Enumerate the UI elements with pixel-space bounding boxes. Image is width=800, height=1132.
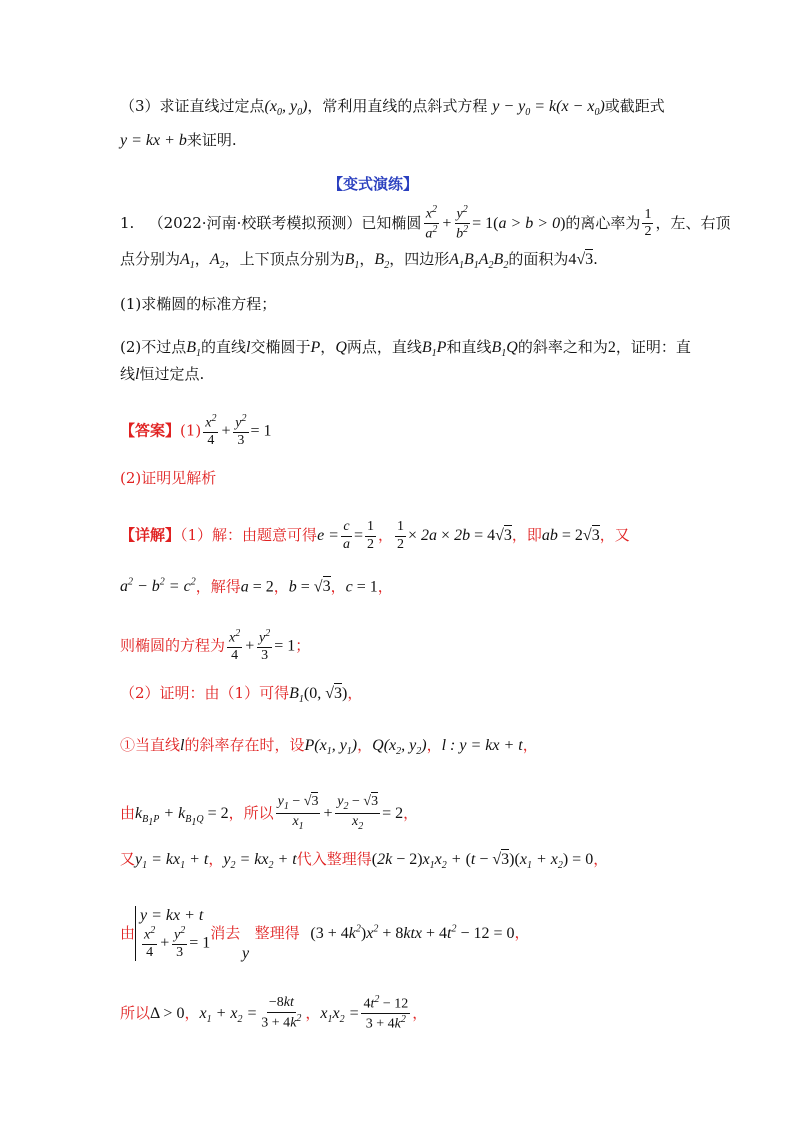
intro-line-2: y = kx + b来证明. [120,131,237,149]
problem-line-2: 点分别为$A_1$，$A_2$，上下顶点分别为$B_1$，$B_2$，四边形$A_1B_1A_2B_2$的面积为4√3. [120,250,598,272]
solution-line-6: 由$k_{B_1P} + k_{B_1Q} = 2$，所以 $\frac{y_1 - √3}{x_1}$ + $\frac{y_2 - √3}{x_2}$ = 2， [120,794,419,833]
solution-line-8: 由 y = kx + t $\frac{x^2}{4}$ + $\frac{y^2}{3}$ = 1 消去 整理得 y $(3 + 4k^2)x^2 + 8ktx + 4t^2 - 12 = 0$， [120,907,530,962]
math-point-slope: $y - y_0 = k(x - x_0)$ [492,98,605,119]
solution-line-3: 则椭圆的方程为 $\frac{x^2}{4}$ + $\frac{y^2}{3}$ = 1； [120,628,311,664]
solution-line-2: $a^2 - b^2 = c^2$，解得a = 2，b = √3，c = 1， [120,577,393,596]
math-frac-x2a2: $\frac{x^2}{a^2}$ [425,204,438,242]
question-1: (1)求椭圆的标准方程； [120,295,277,313]
section-title: 【变式演练】 [328,175,419,193]
math-eccentricity: $\frac{1}{2}$ [644,206,652,240]
solution-line-5: ①当直线l的斜率存在时，设$P(x_1$, $y_1$)，$Q(x_2$, $y_2$)，l : y = kx + t， [120,736,538,758]
math-fixed-point: ($x_0$, $y_0$) [264,98,308,119]
intro-line-1: （3）求证直线过定点($x_0$, $y_0$)，常利用直线的点斜式方程 $y - y_0 = k(x - x_0)$或截距式 [120,97,665,119]
problem-line-1: 1. （2022·河南·校联考模拟预测）已知椭圆 $\frac{x^2}{a^2}$ + $\frac{y^2}{b^2}$ = 1(a > b > 0)的离心率为 $\frac{1}{2}$ ，左、右顶 [120,204,731,242]
math-intercept: y = kx + b [120,132,187,149]
solution-line-7: 又$y_1 = kx_1 + t$，$y_2 = kx_2 + t$代入整理得$(2k - 2)x_1x_2 + (t - √3)(x_1 + x_2) = 0$， [120,850,609,872]
solution-line-9: 所以Δ > 0，$x_1 + x_2$ = $\frac{-8kt}{3 + 4k^2}$ ，$x_1x_2$ = $\frac{4t^2 - 12}{3 + 4k^2}$ ， [120,994,428,1032]
answer-line-2: (2)证明见解析 [120,469,217,487]
question-2-line-1: (2)不过点$B_1$的直线l交椭圆于P，Q两点，直线$B_1P$和直线$B_1Q$的斜率之和为2，证明：直 [120,338,691,360]
answer-line-1: 【答案】(1) $\frac{x^2}{4}$ + $\frac{y^2}{3}$ = 1 [120,413,272,449]
solution-line-4: （2）证明：由（1）可得$B_1(0$, √3)， [120,684,363,706]
solution-line-1: 【详解】（1）解：由题意可得e = $\frac{c}{a}$ = $\frac{1}{2}$ ， $\frac{1}{2}$ × 2a × 2b = 4√3，即ab = 2√3，又 [120,519,630,552]
question-2-line-2: 线l恒过定点. [120,365,205,383]
